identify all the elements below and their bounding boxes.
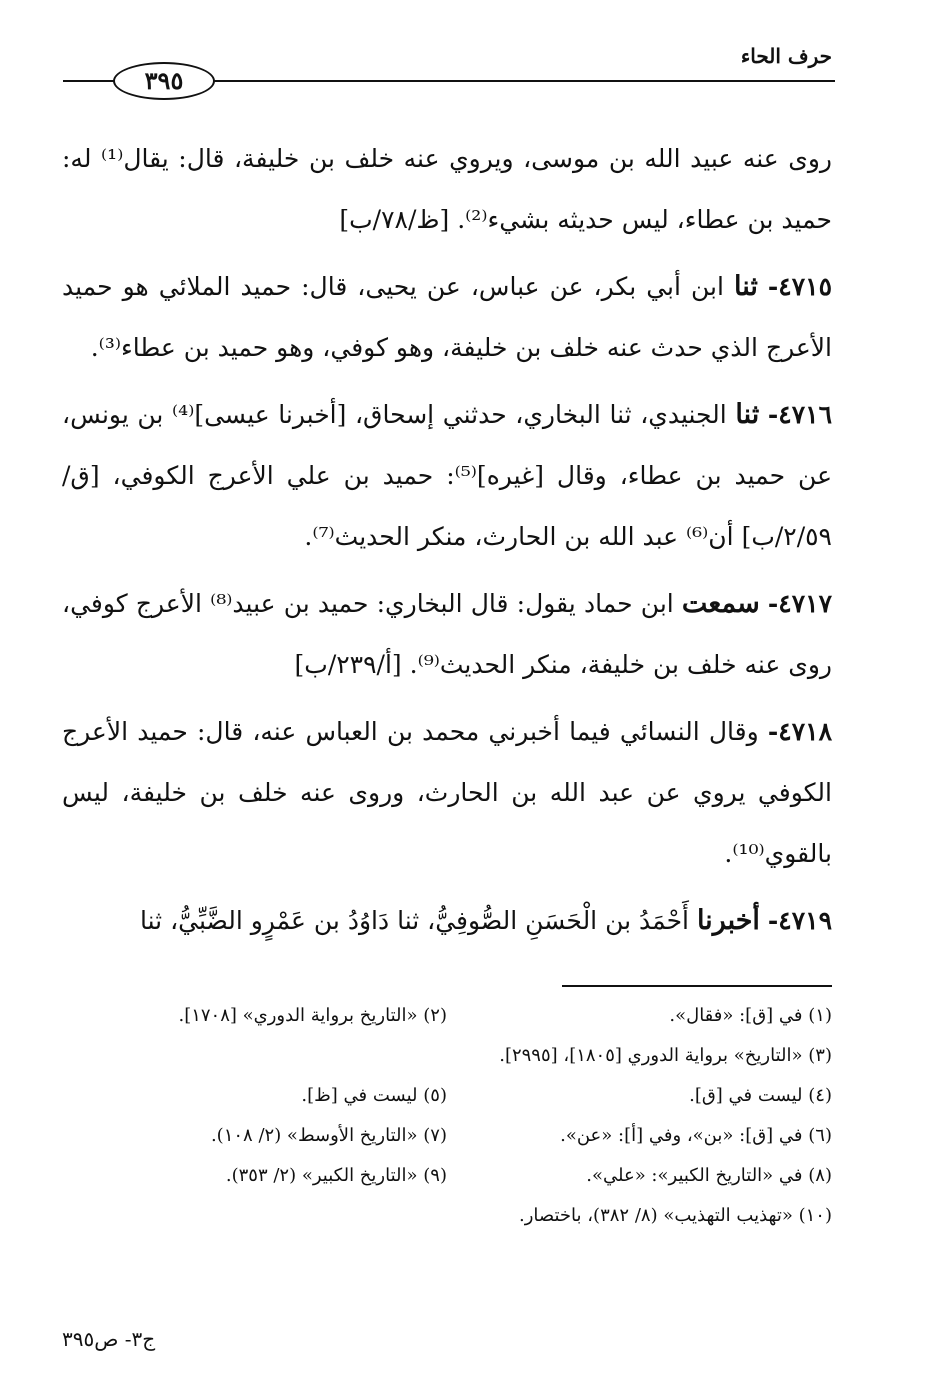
footnote-row <box>62 1156 832 1196</box>
paragraph-entry-4718 <box>62 701 832 884</box>
footnote-row <box>62 996 832 1036</box>
footnote-number: (١) <box>808 1005 832 1026</box>
footnote <box>447 1156 832 1196</box>
footnote-text: في [ق]: «بن»، وفي [أ]: «عن». <box>560 1125 803 1146</box>
entry-text: الجنيدي، ثنا البخاري، حدثني إسحاق، [أخبرنا عيسى]⁽⁴⁾ بن يونس، عن حميد بن عطاء، وقال [غيره]⁽⁵⁾: حميد بن علي الأعرج الكوفي، [ق/٢/٥٩/ب] أن⁽⁶⁾ عبد الله بن الحارث، منكر الحديث⁽⁷⁾. <box>62 400 832 551</box>
paragraph-entry-4717 <box>62 573 832 695</box>
entry-number: ٤٧١٩- <box>767 906 832 935</box>
entry-text: روى عنه عبيد الله بن موسى، ويروي عنه خلف بن خليفة، قال: يقال⁽¹⁾ له: حميد بن عطاء، ليس حديثه بشيء⁽²⁾. [ظ/٧٨/ب] <box>62 144 833 234</box>
footnote-text: في [ق]: «فقال». <box>669 1005 803 1026</box>
footnote <box>62 1036 832 1076</box>
entry-number: ٤٧١٦- <box>767 400 832 429</box>
entry-number: ٤٧١٥- <box>767 272 833 301</box>
footnote-text: ليست في [ظ]. <box>301 1085 418 1106</box>
footnote-text: ليست في [ق]. <box>689 1085 803 1106</box>
entry-lead-word: ثنا <box>733 271 758 302</box>
footnote <box>62 1196 832 1236</box>
footnote-text: «تهذيب التهذيب» (٨/ ٣٨٢)، باختصار. <box>518 1205 793 1226</box>
footnote <box>62 996 447 1036</box>
footnote-text: «التاريخ» برواية الدوري [١٨٠٥]، [٢٩٩٥]. <box>499 1045 803 1066</box>
paragraph-continuation <box>62 128 832 250</box>
entry-text: أَحْمَدُ بن الْحَسَنِ الصُّوفِيُّ، ثنا دَاوُدُ بن عَمْرٍو الضَّبِّيُّ، ثنا <box>140 906 689 935</box>
footnote-row <box>62 1116 832 1156</box>
footnotes <box>62 996 832 1236</box>
footnote-number: (٧) <box>423 1125 447 1146</box>
footnote-number: (٦) <box>808 1125 832 1146</box>
footnote-number: (٢) <box>423 1005 447 1026</box>
footnote <box>447 1076 832 1116</box>
paragraph-entry-4716 <box>62 384 832 567</box>
footnote-row <box>62 1196 832 1236</box>
footnote <box>62 1156 447 1196</box>
entry-text: ابن حماد يقول: قال البخاري: حميد بن عبيد⁽⁸⁾ الأعرج كوفي، روى عنه خلف بن خليفة، منكر الحديث⁽⁹⁾. [أ/٢٣٩/ب] <box>62 589 832 679</box>
entry-text: ابن أبي بكر، عن عباس، عن يحيى، قال: حميد الملائي هو حميد الأعرج الذي حدث عنه خلف بن خليفة، وهو كوفي، وهو حميد بن عطاء⁽³⁾. <box>62 272 832 362</box>
entry-number: ٤٧١٧- <box>767 589 832 618</box>
footnote-number: (٣) <box>808 1045 832 1066</box>
page-number-badge: ٣٩٥ <box>113 62 215 100</box>
entry-text: وقال النسائي فيما أخبرني محمد بن العباس عنه، قال: حميد الأعرج الكوفي يروي عن عبد الله بن الحارث، وروى عنه خلف بن خليفة، ليس بالقوي⁽¹⁰⁾. <box>62 717 832 868</box>
entry-lead-word: سمعت <box>681 588 760 619</box>
footnote-row <box>62 1036 832 1076</box>
paragraph-entry-4719 <box>62 890 832 951</box>
footnote-text: في «التاريخ الكبير»: «علي». <box>586 1165 803 1186</box>
footnote-text: «التاريخ الأوسط» (٢/ ١٠٨). <box>210 1125 418 1146</box>
footnote <box>447 996 832 1036</box>
footnote <box>62 1116 447 1156</box>
chapter-title: حرف الحاء <box>740 44 832 68</box>
entry-number: ٤٧١٨- <box>767 717 832 746</box>
entry-lead-word: أخبرنا <box>696 905 760 936</box>
volume-page-reference: ج٣- ص٣٩٥ <box>62 1327 156 1351</box>
footnote-text: «التاريخ الكبير» (٢/ ٣٥٣). <box>225 1165 418 1186</box>
paragraph-entry-4715 <box>62 256 832 378</box>
footnote-number: (١٠) <box>798 1205 832 1226</box>
footnote <box>447 1116 832 1156</box>
footnote-number: (٥) <box>423 1085 447 1106</box>
footnote <box>62 1076 447 1116</box>
footnote-number: (٩) <box>423 1165 447 1186</box>
footnote-row <box>62 1076 832 1116</box>
entry-lead-word: ثنا <box>735 399 760 430</box>
footnote-number: (٨) <box>808 1165 832 1186</box>
main-text <box>62 128 832 957</box>
footnote-text: «التاريخ برواية الدوري» [١٧٠٨]. <box>178 1005 418 1026</box>
footnote-number: (٤) <box>808 1085 832 1106</box>
footnote-rule <box>562 985 832 987</box>
